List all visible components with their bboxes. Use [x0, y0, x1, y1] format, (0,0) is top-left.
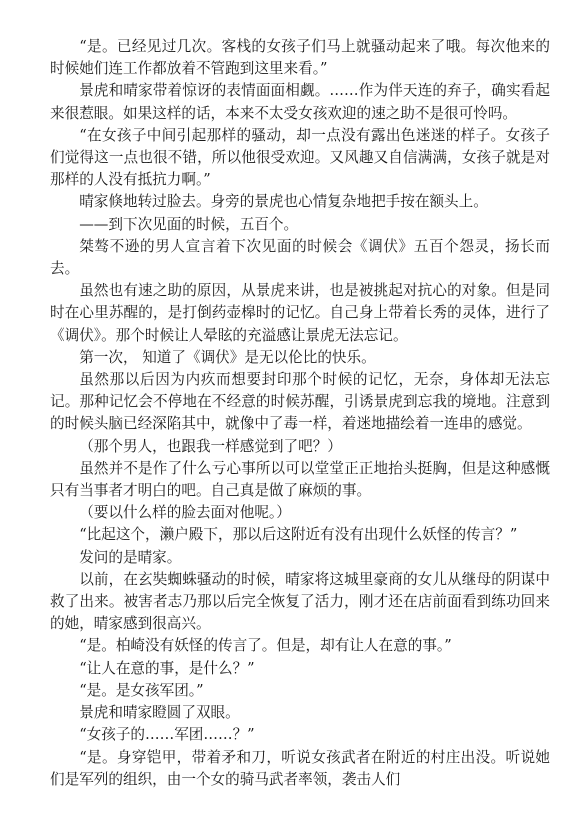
paragraph: ——到下次见面的时候，五百个。	[79, 215, 299, 233]
paragraph: “比起这个，濑户殿下，那以后这附近有没有出现什么妖怪的传言？”	[79, 526, 518, 544]
paragraph: “在女孩子中间引起那样的骚动，却一点没有露出色迷迷的样子。女孩子们觉得这一点也很不错，所以他很受欢迎。又风趣又自信满满，女孩子就是对那样的人没有抵抗力啊。”	[50, 126, 550, 189]
paragraph: （那个男人，也跟我一样感觉到了吧？）	[79, 437, 342, 455]
paragraph: 虽然那以后因为内疚而想要封印那个时候的记忆，无奈，身体却无法忘记。那种记忆会不停地在不经意的时候苏醒，引诱景虎到忘我的境地。注意到的时候头脑已经深陷其中，就像中了毒一样，着迷地描绘着一连串的感觉。	[50, 371, 550, 433]
paragraph: 发问的是晴家。	[79, 548, 182, 566]
paragraph: 晴家倏地转过脸去。身旁的景虎也心情复杂地把手按在额头上。	[79, 193, 488, 211]
paragraph: “是。是女孩军团。”	[79, 681, 204, 699]
paragraph: 以前，在玄奘蜘蛛骚动的时候，晴家将这城里豪商的女儿从继母的阴谋中救了出来。被害者志乃那以后完全恢复了活力，刚才还在店前面看到练功回来的她，晴家感到很高兴。	[50, 570, 550, 633]
document-page	[50, 36, 550, 791]
paragraph: “是。已经见过几次。客栈的女孩子们马上就骚动起来了哦。每次他来的时候她们连工作都放着不管跑到这里来看。”	[50, 38, 550, 78]
paragraph: （要以什么样的脸去面对他呢。）	[79, 504, 291, 522]
paragraph: 虽然也有速之助的原因，从景虎来讲，也是被挑起对抗心的对象。但是同时在心里苏醒的，是打倒药壶槔时的记忆。自己身上带着长秀的灵体，进行了《调伏》。那个时候让人晕眩的充溢感让景虎无法忘记。	[50, 282, 550, 344]
paragraph: 虽然并不是作了什么亏心事所以可以堂堂正正地抬头挺胸，但是这种感慨只有当事者才明白的吧。自己真是做了麻烦的事。	[50, 459, 550, 500]
paragraph: “女孩子的……军团……？”	[79, 726, 255, 744]
paragraph: “是。柏崎没有妖怪的传言了。但是，却有让人在意的事。”	[79, 637, 452, 655]
paragraph: 景虎和晴家瞪圆了双眼。	[79, 704, 240, 722]
paragraph: 桀骜不逊的男人宣言着下次见面的时候会《调伏》五百个怨灵，扬长而去。	[50, 237, 550, 278]
paragraph: “是。身穿铠甲，带着矛和刀，听说女孩武者在附近的村庄出没。听说她们是军列的组织，由一个女的骑马武者率领，袭击人们	[50, 748, 550, 788]
paragraph: 景虎和晴家带着惊讶的表情面面相觑。……作为伴天连的弃子，确实看起来很惹眼。如果这样的话，本来不太受女孩欢迎的速之助不是很可怜吗。	[50, 82, 550, 122]
paragraph: “让人在意的事，是什么？”	[79, 659, 255, 677]
paragraph: 第一次， 知道了《调伏》是无以伦比的快乐。	[79, 348, 376, 366]
